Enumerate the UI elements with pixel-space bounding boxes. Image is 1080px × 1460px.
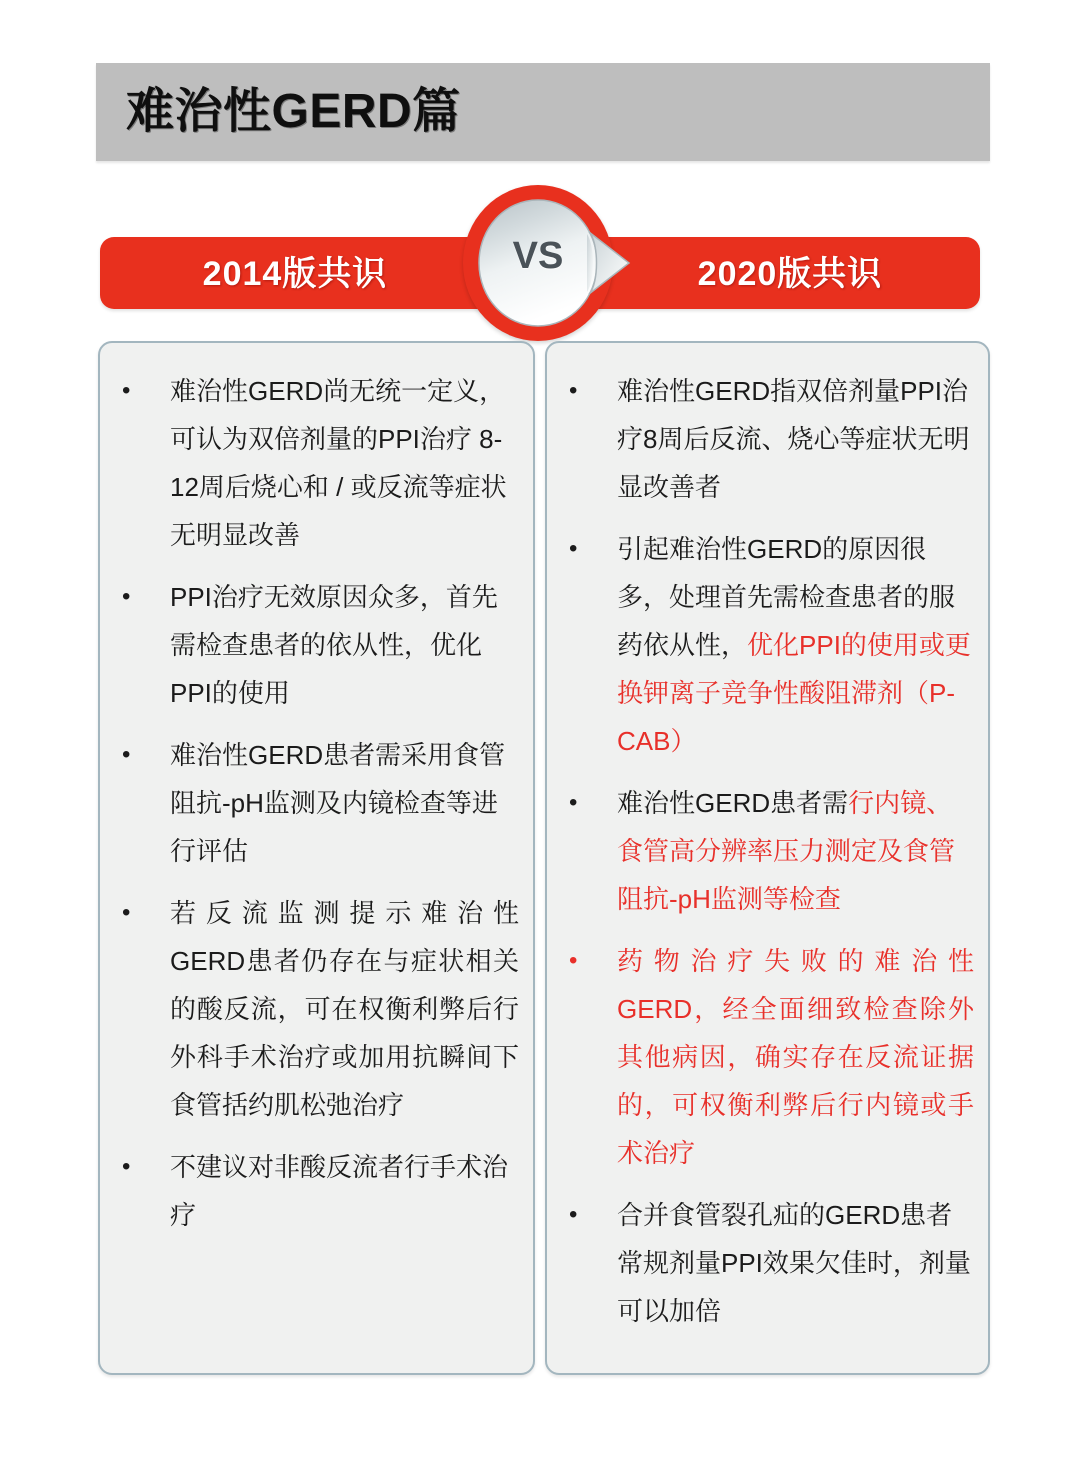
bullet-text: 难治性GERD患者需	[617, 788, 849, 818]
list-item	[114, 889, 519, 1129]
bullet-text-rest: GERD，经全面细致检查除外其他病因，确实存在反流证据的，可权衡利弊后行内镜或手术治疗	[617, 994, 974, 1168]
bullet-text: 不建议对非酸反流者行手术治疗	[170, 1152, 509, 1230]
bullet-list-2014	[100, 343, 533, 1263]
bullet-text: PPI治疗无效原因众多，首先需检查患者的依从性，优化PPI的使用	[170, 582, 498, 708]
bullet-text: 难治性GERD患者需采用食管阻抗-pH监测及内镜检查等进行评估	[170, 740, 506, 866]
bullet-text: 难治性GERD指双倍剂量PPI治疗8周后反流、烧心等症状无明显改善者	[617, 376, 970, 502]
bullet-text-highlight: 优化PPI的使用或更换钾离子竞争性酸阻滞剂（P-CAB）	[617, 630, 971, 756]
bullet-text: 难治性GERD尚无统一定义，可认为双倍剂量的PPI治疗 8-12周后烧心和 / 或反流等症状无明显改善	[170, 376, 507, 550]
title-banner	[96, 63, 990, 161]
column-2020-card	[545, 341, 990, 1375]
list-item	[561, 937, 974, 1177]
list-item	[561, 1191, 974, 1335]
column-2014-card	[98, 341, 535, 1375]
bullet-list-2020	[547, 343, 988, 1359]
list-item	[114, 573, 519, 717]
header-left-label: 2014版共识	[202, 255, 388, 293]
list-item	[561, 779, 974, 923]
bullet-text: 合并食管裂孔疝的GERD患者常规剂量PPI效果欠佳时，剂量可以加倍	[617, 1200, 971, 1326]
list-item	[561, 367, 974, 511]
bullet-text-highlight: 行内镜、食管高分辨率压力测定及食管阻抗-pH监测等检查	[617, 788, 956, 914]
list-item	[114, 1143, 519, 1239]
page-title: 难治性GERD篇	[126, 85, 461, 138]
comparison-header	[0, 180, 1080, 340]
bullet-text-rest: GERD患者仍存在与症状相关的酸反流，可在权衡利弊后行外科手术治疗或加用抗瞬间下食管括约肌松弛治疗	[170, 946, 519, 1120]
vs-label: VS	[512, 235, 564, 277]
header-right-label: 2020版共识	[697, 255, 883, 293]
bullet-text-first-line: • 若反流监测提示难治性	[170, 898, 519, 928]
list-item	[114, 731, 519, 875]
list-item	[114, 367, 519, 559]
bullet-text-first-line: • 药物治疗失败的难治性	[617, 946, 974, 976]
bullet-text: 引起难治性GERD的原因很多，处理首先需检查患者的服药依从性，	[617, 534, 956, 660]
list-item	[561, 525, 974, 765]
